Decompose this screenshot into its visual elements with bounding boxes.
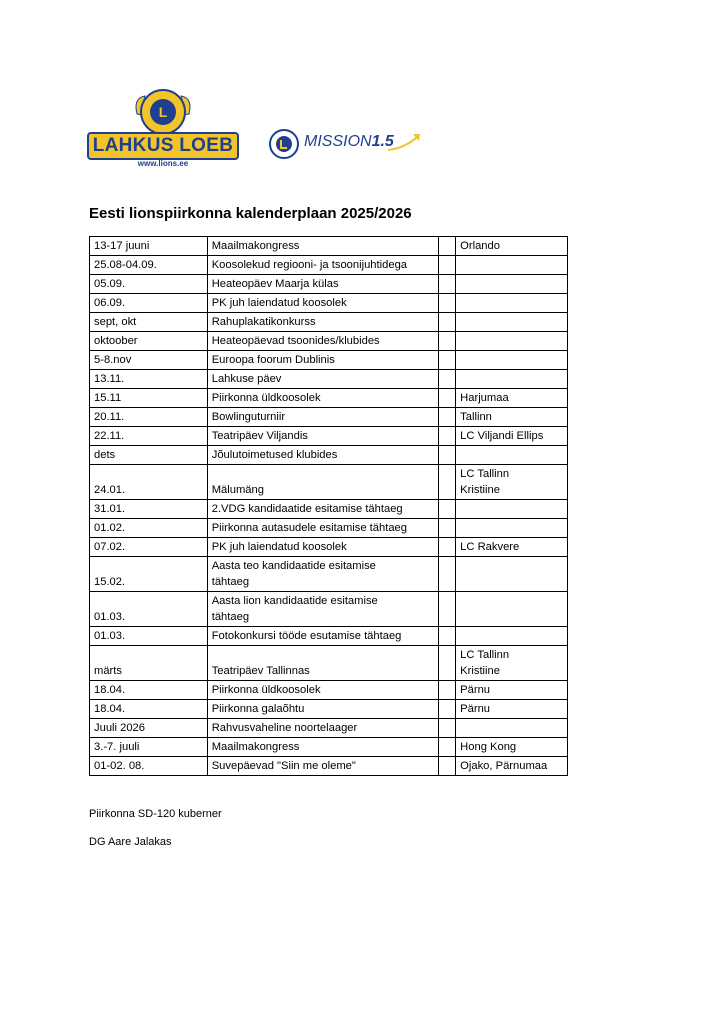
table-row bbox=[90, 313, 568, 332]
event-cell: Teatripäev Tallinnas bbox=[207, 646, 439, 681]
place-cell bbox=[456, 519, 568, 538]
table-row bbox=[90, 332, 568, 351]
svg-text:L: L bbox=[158, 104, 168, 120]
event-cell: Rahvusvaheline noortelaager bbox=[207, 719, 439, 738]
event-cell: PK juh laiendatud koosolek bbox=[207, 538, 439, 557]
event-cell: Jõulutoimetused klubides bbox=[207, 446, 439, 465]
place-cell bbox=[456, 313, 568, 332]
spacer-cell bbox=[439, 519, 456, 538]
event-cell: PK juh laiendatud koosolek bbox=[207, 294, 439, 313]
place-cell: Orlando bbox=[456, 237, 568, 256]
table-row bbox=[90, 275, 568, 294]
place-cell: Tallinn bbox=[456, 408, 568, 427]
place-cell bbox=[456, 719, 568, 738]
place-cell: LC Tallinn Kristiine bbox=[456, 465, 568, 500]
spacer-cell bbox=[439, 757, 456, 776]
spacer-cell bbox=[439, 592, 456, 627]
spacer-cell bbox=[439, 465, 456, 500]
date-cell: 18.04. bbox=[90, 681, 208, 700]
place-cell: LC Tallinn Kristiine bbox=[456, 646, 568, 681]
event-cell: Mälumäng bbox=[207, 465, 439, 500]
event-cell: Euroopa foorum Dublinis bbox=[207, 351, 439, 370]
table-row bbox=[90, 592, 568, 627]
table-row bbox=[90, 408, 568, 427]
date-cell: sept, okt bbox=[90, 313, 208, 332]
spacer-cell bbox=[439, 332, 456, 351]
place-cell bbox=[456, 370, 568, 389]
date-cell: 24.01. bbox=[90, 465, 208, 500]
place-cell: LC Rakvere bbox=[456, 538, 568, 557]
place-cell bbox=[456, 592, 568, 627]
place-cell bbox=[456, 294, 568, 313]
date-cell: 25.08-04.09. bbox=[90, 256, 208, 275]
date-cell: 15.02. bbox=[90, 557, 208, 592]
spacer-cell bbox=[439, 446, 456, 465]
spacer-cell bbox=[439, 351, 456, 370]
table-row bbox=[90, 465, 568, 500]
event-cell: Piirkonna üldkoosolek bbox=[207, 681, 439, 700]
date-cell: 01.03. bbox=[90, 592, 208, 627]
date-cell: 15.11 bbox=[90, 389, 208, 408]
lions-emblem-small-icon bbox=[268, 128, 300, 160]
place-cell: Pärnu bbox=[456, 681, 568, 700]
event-cell: Lahkuse päev bbox=[207, 370, 439, 389]
lions-banner-text: LAHKUS LOEB bbox=[92, 135, 234, 156]
date-cell: 20.11. bbox=[90, 408, 208, 427]
event-cell: Aasta teo kandidaatide esitamise tähtaeg bbox=[207, 557, 439, 592]
place-cell: Pärnu bbox=[456, 700, 568, 719]
table-row bbox=[90, 646, 568, 681]
table-row bbox=[90, 538, 568, 557]
table-row bbox=[90, 719, 568, 738]
spacer-cell bbox=[439, 627, 456, 646]
date-cell: dets bbox=[90, 446, 208, 465]
signer-name: DG Aare Jalakas bbox=[89, 836, 172, 848]
date-cell: 07.02. bbox=[90, 538, 208, 557]
event-cell: Suvepäevad "Siin me oleme" bbox=[207, 757, 439, 776]
date-cell: 05.09. bbox=[90, 275, 208, 294]
table-row bbox=[90, 370, 568, 389]
date-cell: 01.02. bbox=[90, 519, 208, 538]
date-cell: märts bbox=[90, 646, 208, 681]
event-cell: Piirkonna autasudele esitamise tähtaeg bbox=[207, 519, 439, 538]
date-cell: 5-8.nov bbox=[90, 351, 208, 370]
event-cell: Maailmakongress bbox=[207, 738, 439, 757]
place-cell bbox=[456, 332, 568, 351]
event-cell: Piirkonna galaõhtu bbox=[207, 700, 439, 719]
spacer-cell bbox=[439, 389, 456, 408]
date-cell: oktoober bbox=[90, 332, 208, 351]
table-row bbox=[90, 681, 568, 700]
event-cell: Heateopäevad tsoonides/klubides bbox=[207, 332, 439, 351]
spacer-cell bbox=[439, 538, 456, 557]
spacer-cell bbox=[439, 700, 456, 719]
spacer-cell bbox=[439, 408, 456, 427]
place-cell: Hong Kong bbox=[456, 738, 568, 757]
date-cell: 01.03. bbox=[90, 627, 208, 646]
place-cell: Ojako, Pärnumaa bbox=[456, 757, 568, 776]
spacer-cell bbox=[439, 500, 456, 519]
spacer-cell bbox=[439, 256, 456, 275]
place-cell bbox=[456, 557, 568, 592]
spacer-cell bbox=[439, 275, 456, 294]
spacer-cell bbox=[439, 719, 456, 738]
event-cell: Maailmakongress bbox=[207, 237, 439, 256]
table-row bbox=[90, 351, 568, 370]
lions-emblem-icon bbox=[131, 86, 195, 138]
table-row bbox=[90, 500, 568, 519]
place-cell bbox=[456, 351, 568, 370]
mission-logo bbox=[268, 126, 428, 162]
date-cell: Juuli 2026 bbox=[90, 719, 208, 738]
table-row bbox=[90, 294, 568, 313]
mission-text: MISSION1.5 bbox=[304, 133, 394, 150]
spacer-cell bbox=[439, 646, 456, 681]
event-cell: Aasta lion kandidaatide esitamise tähtaeg bbox=[207, 592, 439, 627]
place-cell bbox=[456, 446, 568, 465]
event-cell: Teatripäev Viljandis bbox=[207, 427, 439, 446]
event-cell: 2.VDG kandidaatide esitamise tähtaeg bbox=[207, 500, 439, 519]
date-cell: 01-02. 08. bbox=[90, 757, 208, 776]
spacer-cell bbox=[439, 313, 456, 332]
table-row bbox=[90, 519, 568, 538]
signer-role: Piirkonna SD-120 kuberner bbox=[89, 808, 222, 820]
table-row bbox=[90, 757, 568, 776]
event-cell: Fotokonkursi tööde esutamise tähtaeg bbox=[207, 627, 439, 646]
place-cell bbox=[456, 275, 568, 294]
event-cell: Piirkonna üldkoosolek bbox=[207, 389, 439, 408]
spacer-cell bbox=[439, 557, 456, 592]
lions-banner bbox=[87, 132, 239, 160]
event-cell: Bowlinguturniir bbox=[207, 408, 439, 427]
place-cell: Harjumaa bbox=[456, 389, 568, 408]
spacer-cell bbox=[439, 681, 456, 700]
place-cell: LC Viljandi Ellips bbox=[456, 427, 568, 446]
table-row bbox=[90, 256, 568, 275]
table-row bbox=[90, 389, 568, 408]
table-row bbox=[90, 738, 568, 757]
event-cell: Koosolekud regiooni- ja tsoonijuhtidega bbox=[207, 256, 439, 275]
lions-logo bbox=[87, 86, 239, 166]
lions-url: www.lions.ee bbox=[137, 159, 189, 168]
place-cell bbox=[456, 500, 568, 519]
table-row bbox=[90, 237, 568, 256]
table-row bbox=[90, 700, 568, 719]
date-cell: 3.-7. juuli bbox=[90, 738, 208, 757]
arrow-up-right-icon bbox=[386, 130, 424, 152]
place-cell bbox=[456, 256, 568, 275]
table-row bbox=[90, 557, 568, 592]
date-cell: 18.04. bbox=[90, 700, 208, 719]
table-row bbox=[90, 627, 568, 646]
place-cell bbox=[456, 627, 568, 646]
spacer-cell bbox=[439, 738, 456, 757]
page-title: Eesti lionspiirkonna kalenderplaan 2025/2026 bbox=[89, 205, 412, 222]
table-row bbox=[90, 446, 568, 465]
table-row bbox=[90, 427, 568, 446]
date-cell: 13.11. bbox=[90, 370, 208, 389]
spacer-cell bbox=[439, 294, 456, 313]
date-cell: 06.09. bbox=[90, 294, 208, 313]
spacer-cell bbox=[439, 370, 456, 389]
event-cell: Rahuplakatikonkurss bbox=[207, 313, 439, 332]
event-cell: Heateopäev Maarja külas bbox=[207, 275, 439, 294]
spacer-cell bbox=[439, 237, 456, 256]
calendar-table bbox=[89, 236, 568, 776]
spacer-cell bbox=[439, 427, 456, 446]
date-cell: 13-17 juuni bbox=[90, 237, 208, 256]
date-cell: 22.11. bbox=[90, 427, 208, 446]
date-cell: 31.01. bbox=[90, 500, 208, 519]
